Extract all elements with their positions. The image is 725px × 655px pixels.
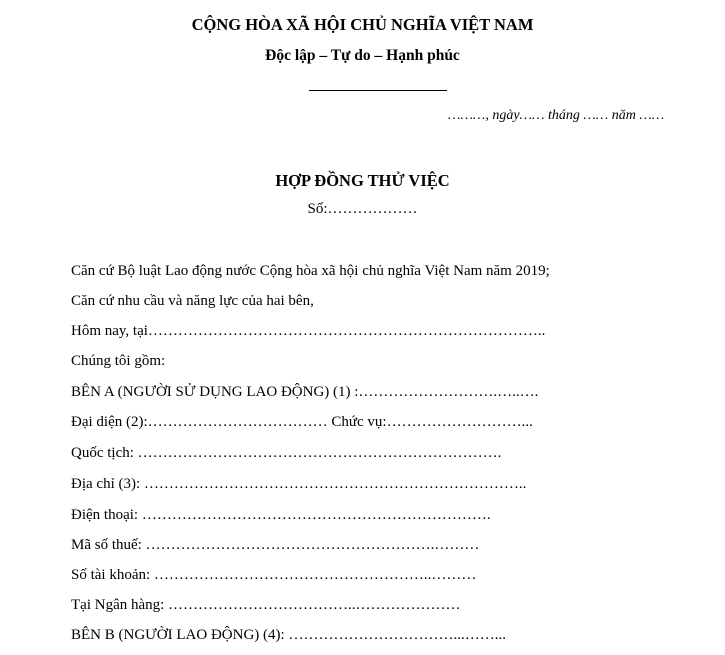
legal-basis-law: Căn cứ Bộ luật Lao động nước Cộng hòa xã hội chủ nghĩa Việt Nam năm 2019; [71, 263, 550, 279]
tax-code-line: Mã số thuế: ………………………………………………….……… [71, 537, 480, 553]
date-line: ………, ngày…… tháng …… năm …… [448, 108, 665, 123]
party-b-heading: BÊN B (NGƯỜI LAO ĐỘNG) (4): ……………………………...……... [71, 627, 506, 643]
legal-basis-needs: Căn cứ nhu cầu và năng lực của hai bên, [71, 293, 314, 309]
nationality-line: Quốc tịch: ………………………………………………………………. [71, 445, 502, 461]
motto-heading: Độc lập – Tự do – Hạnh phúc [265, 47, 460, 64]
bank-account-line: Số tài khoản: ………………………………………………..……… [71, 567, 477, 583]
parties-intro: Chúng tôi gồm: [71, 353, 166, 369]
country-heading: CỘNG HÒA XÃ HỘI CHỦ NGHĨA VIỆT NAM [191, 15, 534, 34]
document-title: HỢP ĐỒNG THỬ VIỆC [275, 171, 450, 190]
phone-line: Điện thoại: ……………………………………………………………. [71, 507, 491, 523]
heading-underline [309, 90, 447, 91]
contract-number: Số:……………… [307, 201, 418, 217]
party-a-heading: BÊN A (NGƯỜI SỬ DỤNG LAO ĐỘNG) (1) :……………………….…..…. [71, 384, 539, 400]
representative-line: Đại diện (2):……………………………… Chức vụ:………………………... [71, 414, 533, 430]
address-line: Địa chỉ (3): ………………………………………………………………….. [71, 476, 527, 492]
place-line: Hôm nay, tại…………………………………………………………………….. [71, 323, 546, 339]
bank-name-line: Tại Ngân hàng: ………………………………..………………… [71, 597, 461, 613]
